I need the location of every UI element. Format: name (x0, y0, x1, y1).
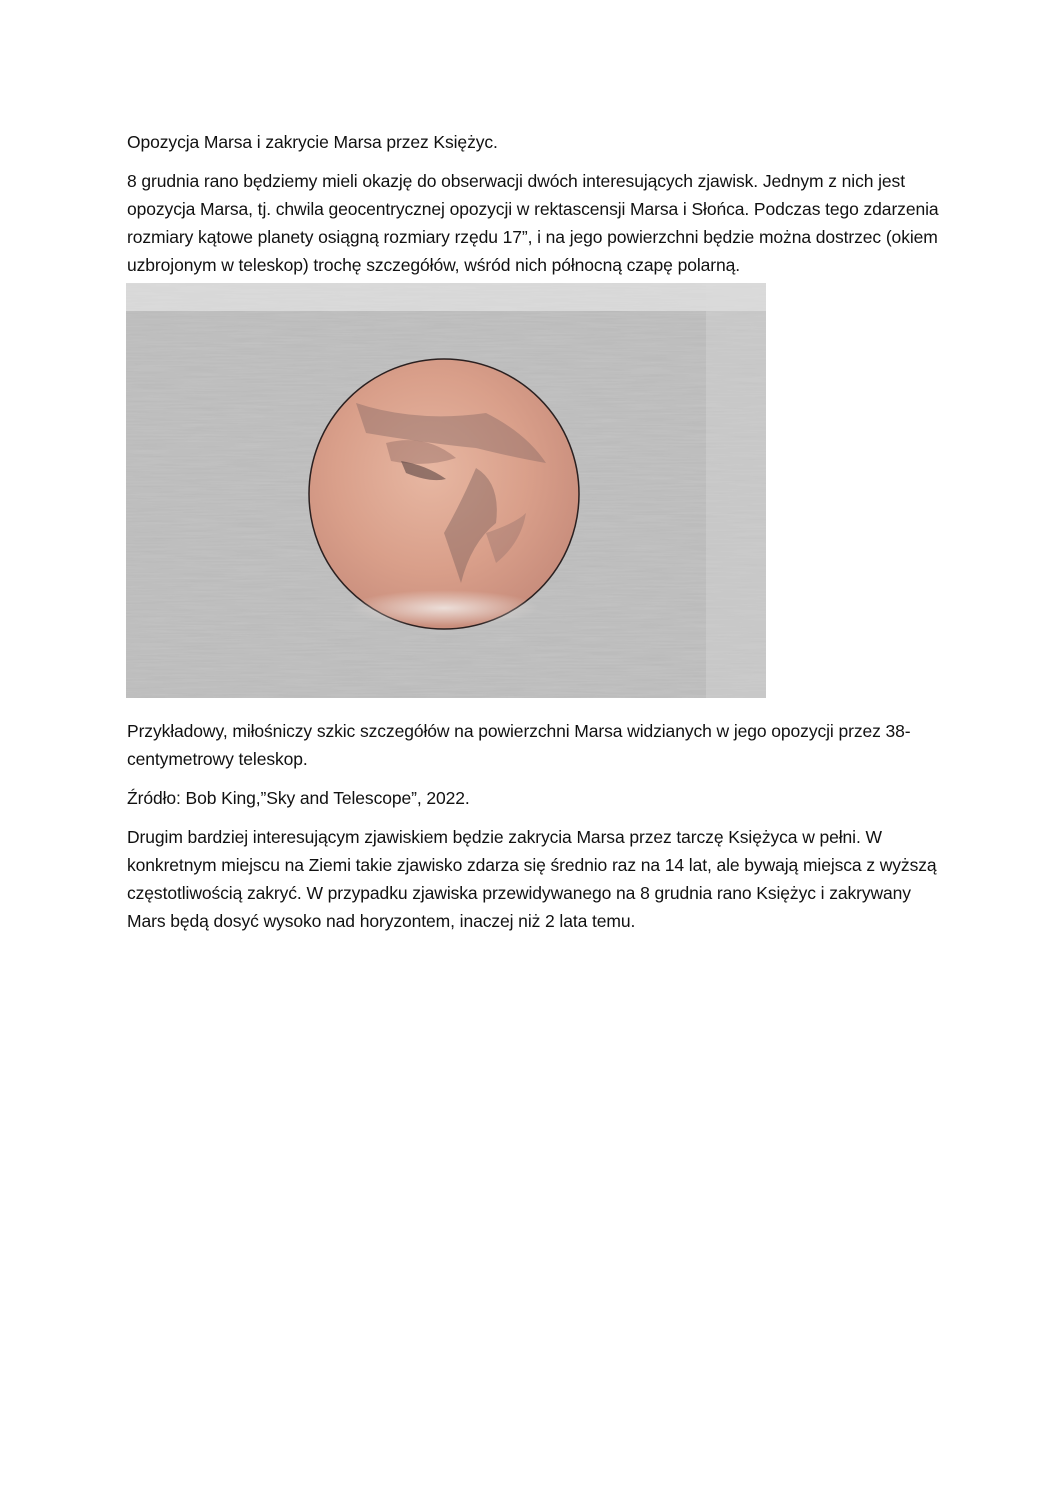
paragraph-occultation: Drugim bardziej interesującym zjawiskiem będzie zakrycia Marsa przez tarczę Księżyca w pełni. W konkretnym miejscu na Ziemi takie zjawisko zdarza się średnio raz na 14 lat, ale bywają miejsca z wyższą częstotliwością zakryć. W przypadku zjawiska przewidywanego na 8 grudnia rano Księżyc i zakrywany Mars będą dosyć wysoko nad horyzontem, inaczej niż 2 lata temu. (127, 827, 937, 931)
figure-source: Źródło: Bob King,”Sky and Telescope”, 2022. (127, 788, 470, 808)
paragraph-opposition: 8 grudnia rano będziemy mieli okazję do obserwacji dwóch interesujących zjawisk. Jednym z nich jest opozycja Marsa, tj. chwila geocentrycznej opozycji w rektascensji Marsa i Słońca. Podczas tego zdarzenia rozmiary kątowe planety osiągną rozmiary rzędu 17”, i na jego powierzchni będzie można dostrzec (okiem uzbrojonym w teleskop) trochę szczegółów, wśród nich północną czapę polarną. (127, 171, 939, 275)
mars-sketch-image (126, 283, 766, 698)
figure-caption: Przykładowy, miłośniczy szkic szczegółów na powierzchni Marsa widzianych w jego opozycji przez 38-centymetrowy teleskop. (127, 721, 911, 769)
document-title: Opozycja Marsa i zakrycie Marsa przez Księżyc. (127, 132, 498, 152)
